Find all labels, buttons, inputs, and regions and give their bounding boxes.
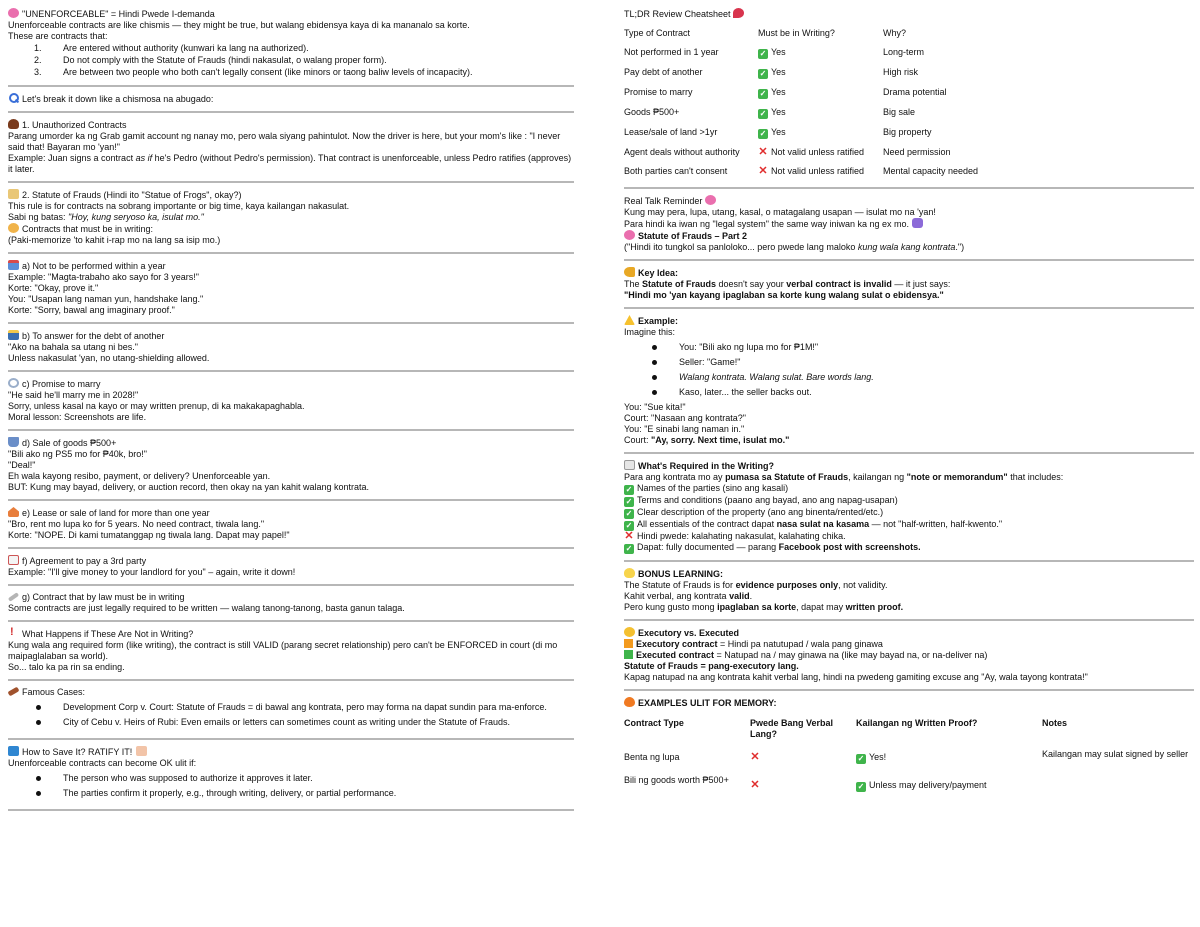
list-number: 2.	[34, 55, 42, 65]
scroll-icon	[8, 189, 19, 199]
table-cell	[758, 143, 883, 162]
text: Pero kung gusto mong	[624, 602, 718, 612]
check-icon: ✓	[625, 497, 633, 506]
column-header: Kailangan ng Written Proof?	[856, 718, 978, 728]
paragraph: You: "Sue kita!"	[624, 402, 686, 412]
paragraph: Korte: "NOPE. Di kami tumatanggap ng tiwala lang. Dapat may papel!"	[8, 530, 290, 540]
magnifier-icon	[8, 93, 19, 103]
divider	[8, 252, 574, 254]
divider	[8, 620, 574, 622]
pushpin-icon	[733, 8, 744, 18]
bold-text: verbal contract is invalid	[786, 279, 892, 289]
section-title: What Happens if These Are Not in Writing?	[22, 629, 194, 639]
section-title: Key Idea:	[638, 268, 679, 278]
bold-text: Facebook post with screenshots.	[778, 542, 921, 552]
house-icon	[8, 507, 19, 517]
answer-text: Yes	[771, 107, 786, 117]
paragraph	[624, 435, 1194, 446]
table-cell: Need permission	[883, 147, 951, 157]
divider	[8, 429, 574, 431]
brain-icon	[8, 8, 19, 18]
table-cell	[758, 103, 883, 123]
paragraph	[624, 242, 1194, 253]
section-example	[624, 313, 1194, 449]
section-a	[8, 258, 574, 319]
paragraph: Imagine this:	[624, 327, 676, 337]
italic-text: Walang kontrata. Walang sulat. Bare words lang.	[679, 372, 874, 382]
sparkle-icon	[912, 218, 923, 228]
list-item: Kaso, later... the seller backs out.	[650, 387, 1194, 398]
bold-text: ipaglaban sa korte	[717, 602, 797, 612]
section-title: f) Agreement to pay a 3rd party	[22, 556, 147, 566]
table-row	[624, 43, 1003, 63]
paragraph: Korte: "Sorry, bawal ang imaginary proof."	[8, 305, 175, 315]
bullet-list	[624, 342, 1194, 398]
paragraph: "Deal!"	[8, 460, 36, 470]
text: Hindi pwede: kalahating nakasulat, kalahating chika.	[637, 531, 846, 541]
text: Court:	[624, 435, 652, 445]
column-header: Pwede Bang Verbal Lang?	[750, 718, 834, 739]
text: , dapat may	[796, 602, 846, 612]
text: Kahit verbal, ang kontrata	[624, 591, 730, 601]
section-title: e) Lease or sale of land for more than one year	[22, 508, 210, 518]
bold-text: Executed contract	[636, 650, 715, 660]
text: , kailangan ng	[848, 472, 907, 482]
section-title: g) Contract that by law must be in writing	[22, 592, 185, 602]
list-item: Seller: "Game!"	[650, 357, 1194, 368]
list-item	[624, 531, 1194, 542]
divider	[8, 809, 574, 811]
divider	[8, 547, 574, 549]
paragraph: You: "Usapan lang naman yun, handshake lang."	[8, 294, 204, 304]
list-item	[34, 67, 574, 78]
table-cell: Not performed in 1 year	[624, 47, 719, 57]
bold-text: evidence purposes only	[735, 580, 839, 590]
nerd-face-icon	[624, 627, 635, 637]
credit-card-icon	[8, 330, 19, 340]
section-title: "UNENFORCEABLE" = Hindi Pwede I-demanda	[22, 9, 215, 19]
paragraph: Unless nakasulat 'yan, no utang-shielding allowed.	[8, 353, 210, 363]
key-icon	[624, 267, 635, 277]
check-icon: ✓	[625, 521, 633, 530]
divider	[8, 85, 574, 87]
paragraph: "Bro, rent mo lupa ko for 5 years. No need contract, tiwala lang."	[8, 519, 265, 529]
text: — not "half-written, half-kwento."	[869, 519, 1003, 529]
bold-text: Statute of Frauds	[642, 279, 717, 289]
paragraph: Court: "Nasaan ang kontrata?"	[624, 413, 746, 423]
section-f	[8, 553, 574, 581]
table-cell	[856, 767, 1042, 795]
table-cell: Pay debt of another	[624, 67, 703, 77]
paragraph: "Ako na bahala sa utang ni bes."	[8, 342, 138, 352]
paragraph: Korte: "Okay, prove it."	[8, 283, 99, 293]
paragraph: Example: "Magta-trabaho ako sayo for 3 years!"	[8, 272, 199, 282]
writing-hand-icon	[8, 223, 19, 233]
list-item	[624, 483, 1194, 495]
divider	[8, 370, 574, 372]
text: Yes!	[869, 752, 887, 762]
table-row	[624, 123, 1003, 143]
paragraph	[624, 602, 1194, 613]
paragraph: Unenforceable contracts can become OK ulit if:	[8, 758, 197, 768]
cross-icon: ✕	[758, 146, 768, 158]
table-cell	[758, 63, 883, 83]
check-icon: ✓	[759, 109, 767, 118]
text: ("Hindi ito tungkol sa panloloko... pero pwede lang maloko	[624, 242, 858, 252]
paragraph: You: "E sinabi lang naman in."	[624, 424, 745, 434]
list-text: Are entered without authority (kunwari ka lang na authorized).	[63, 43, 309, 53]
section-b	[8, 328, 574, 367]
section-required	[624, 458, 1194, 557]
section-c	[8, 376, 574, 426]
table-cell	[758, 83, 883, 103]
table-cell: Lease/sale of land >1yr	[624, 127, 718, 137]
table-cell	[758, 43, 883, 63]
table-cell: Agent deals without authority	[624, 147, 740, 157]
divider	[624, 619, 1194, 621]
section-breakdown	[8, 91, 574, 108]
paragraph: Para hindi ka iwan ng "legal system" the same way iniwan ka ng ex mo.	[624, 219, 910, 229]
text: = Natupad na / may ginawa na (like may bayad na, or na-deliver na)	[714, 650, 988, 660]
table-row	[624, 63, 1003, 83]
bullet-list	[8, 702, 574, 728]
column-header: Notes	[1042, 718, 1068, 728]
paragraph	[624, 279, 1194, 290]
cross-icon: ✕	[624, 530, 634, 542]
memo-icon	[136, 746, 147, 756]
cross-icon: ✕	[758, 165, 768, 177]
column-header: Must be in Writing?	[758, 28, 835, 38]
paragraph: Kapag natupad na ang kontrata kahit verbal lang, hindi na pwedeng gamiting excuse ang "Ay, wala tayong kontrata!"	[624, 672, 1088, 682]
cheatsheet-table	[624, 24, 1003, 181]
list-item	[624, 495, 1194, 507]
text: doesn't say your	[716, 279, 787, 289]
list-item	[624, 507, 1194, 519]
table-cell: Mental capacity needed	[883, 166, 979, 176]
section-subtitle: Statute of Frauds – Part 2	[638, 231, 748, 241]
table-row	[624, 162, 1003, 181]
lightbulb-icon	[624, 568, 635, 578]
cross-icon: ✕	[750, 751, 760, 763]
table-cell: Drama potential	[883, 87, 947, 97]
table-row	[624, 746, 1194, 767]
section-title: a) Not to be performed within a year	[22, 261, 166, 271]
list-item: Development Corp v. Court: Statute of Frauds = di bawal ang kontrata, pero may forma na dapat sundin para ma-enforce.	[34, 702, 574, 713]
section-key-idea	[624, 265, 1194, 304]
table-cell	[750, 767, 856, 795]
check-icon: ✓	[759, 89, 767, 98]
divider	[624, 307, 1194, 309]
list-text: Are between two people who both can't legally consent (like minors or taong baliw levels of incapacity).	[63, 67, 473, 77]
section-title: TL;DR Review Cheatsheet	[624, 9, 731, 19]
table-cell	[758, 162, 883, 181]
section-examples-memory	[624, 695, 1194, 798]
section-title: 2. Statute of Frauds (Hindi ito "Statue of Frogs", okay?)	[22, 190, 242, 200]
paragraph: Moral lesson: Screenshots are life.	[8, 412, 147, 422]
table-row	[624, 83, 1003, 103]
divider	[8, 181, 574, 183]
section-g	[8, 590, 574, 617]
text: The Statute of Frauds is for	[624, 580, 736, 590]
divider	[624, 259, 1194, 261]
paragraph: Kung wala ang required form (like writing), the contract is still VALID (parang secret relationship) pero can't be ENFORCED in court (di mo maipaglalaban sa world).	[8, 640, 558, 661]
bold-paragraph: Statute of Frauds = pang-executory lang.	[624, 661, 799, 671]
section-title: Let's break it down like a chismosa na abugado:	[22, 94, 214, 104]
gavel-icon	[7, 687, 19, 697]
calendar-icon	[8, 260, 19, 270]
examples-table	[624, 715, 1194, 795]
bold-paragraph: "Hindi mo 'yan kayang ipaglaban sa korte kung walang sulat o ebidensya."	[624, 290, 944, 300]
list-number: 1.	[34, 43, 42, 53]
check-icon: ✓	[759, 49, 767, 58]
answer-text: Yes	[771, 67, 786, 77]
ninja-icon	[8, 119, 19, 129]
bold-text: Executory contract	[636, 639, 718, 649]
section-unauthorized	[8, 117, 574, 178]
section-d	[8, 435, 574, 496]
list-item	[624, 519, 1194, 531]
bold-text: nasa sulat na kasama	[776, 519, 870, 529]
table-row	[624, 103, 1003, 123]
divider	[624, 187, 1194, 189]
list-item	[624, 542, 1194, 554]
text: Example: Juan signs a contract	[8, 153, 136, 163]
section-title: EXAMPLES ULIT FOR MEMORY:	[638, 698, 777, 708]
exclamation-icon	[8, 628, 19, 638]
section-title: Famous Cases:	[22, 687, 86, 697]
table-cell: High risk	[883, 67, 919, 77]
paragraph	[8, 153, 574, 175]
paragraph	[624, 591, 1194, 602]
text: = Hindi pa natutupad / wala pang ginawa	[717, 639, 883, 649]
table-cell: Big property	[883, 127, 932, 137]
bold-text: valid	[729, 591, 750, 601]
paragraph: Some contracts are just legally required to be written — walang tanong-tanong, basta ganun talaga.	[8, 603, 405, 613]
check-icon: ✓	[625, 544, 633, 553]
paragraph: Unenforceable contracts are like chismis — they might be true, but walang ebidensya kaya di ka mananalo sa korte.	[8, 20, 470, 30]
bold-text: "Ay, sorry. Next time, isulat mo."	[651, 435, 790, 445]
paragraph: So... talo ka pa rin sa ending.	[8, 662, 125, 672]
paragraph: This rule is for contracts na sobrang importante or big time, kaya kailangan nakasulat.	[8, 201, 350, 211]
table-row	[624, 143, 1003, 162]
paragraph: Example: "I'll give money to your landlord for you" – again, write it down!	[8, 567, 296, 577]
column-header: Contract Type	[624, 718, 684, 728]
italic-text: "Hoy, kung seryoso ka, isulat mo."	[68, 212, 204, 222]
text: Sabi ng batas:	[8, 212, 69, 222]
cross-icon: ✕	[750, 779, 760, 791]
paragraph	[624, 639, 1194, 650]
list-item: The parties confirm it properly, e.g., through writing, delivery, or partial performance.	[34, 788, 574, 799]
table-cell: Promise to marry	[624, 87, 693, 97]
text: , not validity.	[838, 580, 888, 590]
save-icon	[8, 746, 19, 756]
table-header-row	[624, 715, 1194, 746]
text: Clear description of the property (ano ang binenta/rented/etc.)	[637, 507, 884, 517]
check-icon: ✓	[857, 754, 865, 763]
divider	[8, 584, 574, 586]
divider	[8, 679, 574, 681]
ledger-icon	[8, 555, 19, 565]
section-cheatsheet	[624, 6, 1194, 184]
paragraph: "Bili ako ng PS5 mo for ₱40k, bro!"	[8, 449, 147, 459]
paragraph	[8, 212, 574, 223]
text: .	[749, 591, 753, 601]
check-icon: ✓	[759, 129, 767, 138]
bold-text: "note or memorandum"	[906, 472, 1008, 482]
table-cell: Kailangan may sulat signed by seller	[1042, 749, 1189, 759]
table-cell: Big sale	[883, 107, 916, 117]
green-square-icon	[624, 650, 633, 659]
list-item	[34, 55, 574, 66]
paragraph	[624, 472, 1194, 483]
check-icon: ✓	[625, 509, 633, 518]
text: All essentials of the contract dapat	[637, 519, 777, 529]
table-cell	[1042, 767, 1194, 795]
section-unenforceable	[8, 6, 574, 82]
paragraph: Kung may pera, lupa, utang, kasal, o matagalang usapan — isulat mo na 'yan!	[624, 207, 936, 217]
text: Terms and conditions (paano ang bayad, ano ang napag-usapan)	[637, 495, 898, 505]
list-number: 3.	[34, 67, 42, 77]
list-item: The person who was supposed to authorize it approves it later.	[34, 773, 574, 784]
ring-icon	[8, 378, 19, 388]
section-title: 1. Unauthorized Contracts	[22, 120, 127, 130]
text: Dapat: fully documented — parang	[637, 542, 779, 552]
answer-text: Yes	[771, 87, 786, 97]
divider	[624, 452, 1194, 454]
answer-text: Not valid unless ratified	[771, 166, 865, 176]
table-cell: Bili ng goods worth ₱500+	[624, 775, 729, 785]
paragraph: (Paki-memorize 'to kahit i-rap mo na lang sa isip mo.)	[8, 235, 221, 245]
table-cell: Goods ₱500+	[624, 107, 680, 117]
divider	[8, 111, 574, 113]
check-icon: ✓	[625, 485, 633, 494]
shopping-cart-icon	[8, 437, 19, 447]
section-title: c) Promise to marry	[22, 379, 101, 389]
paragraph: Eh wala kayong resibo, payment, or delivery? Unenforceable yan.	[8, 471, 271, 481]
paragraph: Sorry, unless kasal na kayo or may written prenup, di ka makakapaghabla.	[8, 401, 305, 411]
fire-icon	[624, 697, 635, 707]
table-cell: Long-term	[883, 47, 925, 57]
paragraph: "He said he'll marry me in 2028!"	[8, 390, 139, 400]
italic-text: as if	[135, 153, 153, 163]
pen-icon	[8, 592, 19, 602]
bold-text: pumasa sa Statute of Frauds	[725, 472, 849, 482]
table-cell	[758, 123, 883, 143]
divider	[624, 560, 1194, 562]
section-title: What's Required in the Writing?	[638, 461, 774, 471]
section-what-happens	[8, 626, 574, 676]
italic-text: kung wala kang kontrata	[857, 242, 956, 252]
text: Para ang kontrata mo ay	[624, 472, 726, 482]
table-cell: Benta ng lupa	[624, 752, 680, 762]
paragraph: These are contracts that:	[8, 31, 108, 41]
divider	[624, 689, 1194, 691]
bullet-list	[8, 773, 574, 799]
brain-icon	[705, 195, 716, 205]
divider	[8, 499, 574, 501]
text: Names of the parties (sino ang kasali)	[637, 483, 789, 493]
right-column	[624, 6, 1194, 798]
answer-text: Yes	[771, 127, 786, 137]
text: that includes:	[1007, 472, 1064, 482]
section-reminder	[624, 193, 1194, 256]
warning-icon	[624, 315, 635, 325]
answer-text: Yes	[771, 47, 786, 57]
divider	[8, 738, 574, 740]
section-title: Example:	[638, 316, 679, 326]
list-item: You: "Bili ako ng lupa mo for ₱1M!"	[650, 342, 1194, 353]
check-icon: ✓	[857, 782, 865, 791]
section-title: How to Save It? RATIFY IT!	[22, 747, 133, 757]
paragraph: Parang umorder ka ng Grab gamit account ng nanay mo, pero wala siyang pahintulot. Now the driver is here, but your mom's like : "I never said that! Bayaran mo 'yan!"	[8, 131, 561, 152]
text: he's Pedro (without Pedro's permission). That contract is unenforceable, unless Pedro ratifies (approves) it later.	[8, 153, 572, 174]
text: .")	[955, 242, 965, 252]
section-title: BONUS LEARNING:	[638, 569, 723, 579]
check-icon: ✓	[759, 69, 767, 78]
numbered-list	[8, 43, 574, 78]
list-text: Do not comply with the Statute of Frauds (hindi nakasulat, o walang proper form).	[63, 55, 387, 65]
column-header: Why?	[883, 28, 907, 38]
table-cell: Both parties can't consent	[624, 166, 728, 176]
table-row	[624, 767, 1194, 795]
text: Contracts that must be in writing:	[22, 224, 154, 234]
section-famous-cases	[8, 685, 574, 735]
section-executory	[624, 625, 1194, 686]
section-statute	[8, 187, 574, 249]
section-title: b) To answer for the debt of another	[22, 331, 165, 341]
orange-square-icon	[624, 639, 633, 648]
text: Unless may delivery/payment	[869, 780, 987, 790]
section-title: Real Talk Reminder	[624, 196, 703, 206]
brain-icon	[624, 230, 635, 240]
paragraph: BUT: Kung may bayad, delivery, or auction record, then okay na yan kahit walang kontrata.	[8, 482, 370, 492]
left-column	[8, 6, 574, 815]
column-header: Type of Contract	[624, 28, 691, 38]
section-title: Executory vs. Executed	[638, 628, 740, 638]
divider	[8, 322, 574, 324]
list-item	[650, 372, 1194, 383]
table-cell	[856, 746, 1042, 767]
table-cell	[750, 746, 856, 767]
list-item	[34, 43, 574, 54]
list-item: City of Cebu v. Heirs of Rubi: Even emails or letters can sometimes count as writing under the Statute of Frauds.	[34, 717, 574, 728]
table-header-row	[624, 24, 1003, 43]
section-title: d) Sale of goods ₱500+	[22, 438, 117, 448]
bold-text: written proof.	[845, 602, 904, 612]
section-e	[8, 505, 574, 544]
section-bonus	[624, 566, 1194, 616]
text: The	[624, 279, 643, 289]
paragraph	[624, 650, 1194, 661]
paragraph	[624, 580, 1194, 591]
answer-text: Not valid unless ratified	[771, 147, 865, 157]
document-icon	[624, 460, 635, 470]
text: — it just says:	[891, 279, 951, 289]
section-save	[8, 744, 574, 806]
